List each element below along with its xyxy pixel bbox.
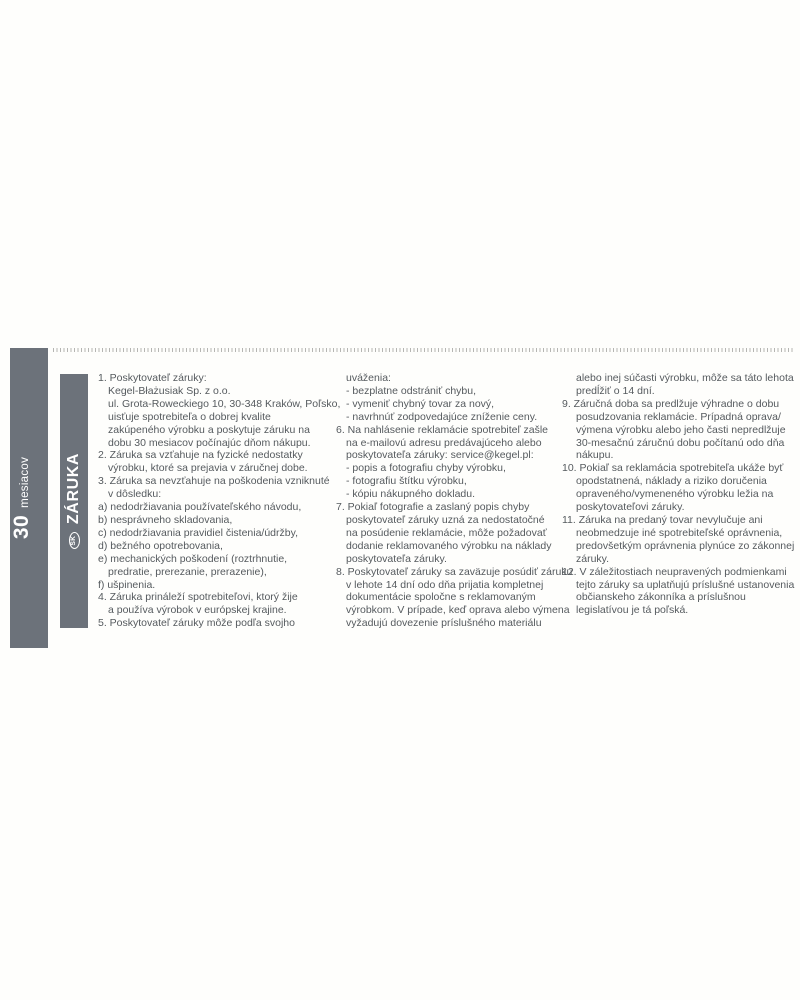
terms-text-line: opraveného/vymeneného výrobku ležia na xyxy=(576,488,774,501)
terms-text-line: 8. Poskytovateľ záruky sa zaväzuje posúdiť záruku xyxy=(336,565,573,578)
terms-text-line: tejto záruky sa uplatňujú príslušné ustanovenia xyxy=(576,578,795,591)
sk-language-badge-icon: SK xyxy=(69,532,80,549)
terms-text-line: 1. Poskytovateľ záruky: xyxy=(98,372,207,384)
terms-text-line: predovšetkým oprávnenia plynúce zo zákonnej xyxy=(576,539,795,552)
terms-text-line: 10. Pokiaľ sa reklamácia spotrebiteľa ukáže byť xyxy=(562,462,784,475)
duration-bar xyxy=(10,348,48,648)
terms-text-line: - vymeniť chybný tovar za nový, xyxy=(346,397,495,410)
terms-text-line: 9. Záručná doba sa predlžuje výhradne o dobu xyxy=(562,397,780,410)
terms-text-line: výrobkom. V prípade, keď oprava alebo výmena xyxy=(346,604,570,617)
warranty-title-bar xyxy=(60,374,88,628)
terms-text-line: uváženia: xyxy=(346,372,391,384)
terms-text-line: a používa výrobok v európskej krajine. xyxy=(108,604,287,617)
terms-text-line: legislatívou je tá poľská. xyxy=(576,604,689,617)
terms-text-line: c) nedodržiavania pravidiel čistenia/údržby, xyxy=(98,526,298,539)
terms-text-line: poskytovateľa záruky. xyxy=(346,552,447,565)
terms-column-3 xyxy=(562,372,796,617)
terms-text-line: alebo inej súčasti výrobku, môže sa táto lehota xyxy=(576,372,794,384)
terms-text-line: 12. V záležitostiach neupravených podmienkami xyxy=(562,565,787,578)
terms-text-line: 11. Záruka na predaný tovar nevylučuje ani xyxy=(562,513,763,526)
duration-bar-text xyxy=(10,348,48,648)
terms-text-line: - popis a fotografiu chyby výrobku, xyxy=(346,462,506,475)
terms-text-line: b) nesprávneho skladovania, xyxy=(98,513,233,526)
terms-text-line: poskytovateľ záruky uzná za nedostatočné xyxy=(346,513,545,526)
terms-text-line: 5. Poskytovateľ záruky môže podľa svojho xyxy=(98,617,295,630)
terms-column-1 xyxy=(98,372,341,630)
terms-text-line: predratie, prerezanie, prerazenie), xyxy=(108,565,267,578)
terms-text-line: 3. Záruka sa nevzťahuje na poškodenia vzniknuté xyxy=(98,475,330,488)
terms-text-line: d) bežného opotrebovania, xyxy=(98,539,223,552)
terms-text-line: poskytovateľa záruky: service@kegel.pl: xyxy=(346,449,534,462)
terms-text-line: vyžadujú dovezenie príslušného materiálu xyxy=(346,617,542,630)
terms-text-line: - navrhnúť zodpovedajúce zníženie ceny. xyxy=(346,410,538,423)
terms-text-line: Kegel-Błażusiak Sp. z o.o. xyxy=(108,384,231,397)
terms-text-line: výmena výrobku alebo jeho časti nepredlžuje xyxy=(576,423,786,436)
terms-text-line: nákupu. xyxy=(576,449,614,462)
terms-text-line: na posúdenie reklamácie, môže požadovať xyxy=(346,526,547,539)
perforation-dotted-line xyxy=(53,348,795,352)
terms-text-line: posudzovania reklamácie. Prípadná oprava/ xyxy=(576,410,781,423)
terms-text-line: v dôsledku: xyxy=(108,488,162,501)
terms-text-line: - bezplatne odstrániť chybu, xyxy=(346,384,477,397)
terms-text-line: 6. Na nahlásenie reklamácie spotrebiteľ zašle xyxy=(336,423,549,436)
terms-text-line: 30-mesačnú záručnú dobu počítanú odo dňa xyxy=(576,436,785,449)
terms-text-line: neobmedzuje iné spotrebiteľské oprávnenia, xyxy=(576,526,783,539)
terms-text-line: e) mechanických poškodení (roztrhnutie, xyxy=(98,552,288,565)
terms-text-line: poskytovateľovi záruky. xyxy=(576,501,685,514)
terms-text-line: zakúpeného výrobku a poskytuje záruku na xyxy=(108,423,310,436)
terms-text-line: 7. Pokiaľ fotografie a zaslaný popis chyby xyxy=(336,501,530,514)
terms-text-line: 4. Záruka prináleží spotrebiteľovi, ktorý žije xyxy=(98,591,298,604)
terms-text-line: ul. Grota-Roweckiego 10, 30-348 Kraków, Poľsko, xyxy=(108,397,341,410)
terms-text-line: a) nedodržiavania používateľského návodu, xyxy=(98,501,302,514)
terms-text-line: výrobku, ktoré sa prejavia v záručnej dobe. xyxy=(108,462,308,475)
warranty-title-bar-text xyxy=(60,374,88,628)
terms-text-line: uisťuje spotrebiteľa o dobrej kvalite xyxy=(108,410,271,423)
duration-value: 30 xyxy=(10,514,33,540)
terms-text-line: záruky. xyxy=(576,552,610,565)
warranty-title: ZÁRUKA xyxy=(65,452,82,525)
terms-text-line: 2. Záruka sa vzťahuje na fyzické nedostatky xyxy=(98,449,303,462)
terms-text-line: občianskeho zákonníka a príslušnou xyxy=(576,591,746,604)
terms-text-line: v lehote 14 dní odo dňa prijatia kompletnej xyxy=(346,578,544,591)
terms-text-line: dobu 30 mesiacov počínajúc dňom nákupu. xyxy=(108,436,311,449)
terms-text-line: opodstatnená, náklady a riziko doručenia xyxy=(576,475,767,488)
terms-text-line: predĺžiť o 14 dní. xyxy=(576,384,655,397)
terms-column-2 xyxy=(336,372,573,630)
terms-text-line: - fotografiu štítku výrobku, xyxy=(346,475,467,488)
terms-text-line: na e-mailovú adresu predávajúceho alebo xyxy=(346,436,542,449)
duration-unit: mesiacov xyxy=(19,456,31,508)
terms-text-line: - kópiu nákupného dokladu. xyxy=(346,488,476,501)
terms-text-line: f) ušpinenia. xyxy=(98,578,156,591)
terms-text-line: dodanie reklamovaného výrobku na náklady xyxy=(346,539,552,552)
terms-text-line: dokumentácie spoločne s reklamovaným xyxy=(346,591,536,604)
